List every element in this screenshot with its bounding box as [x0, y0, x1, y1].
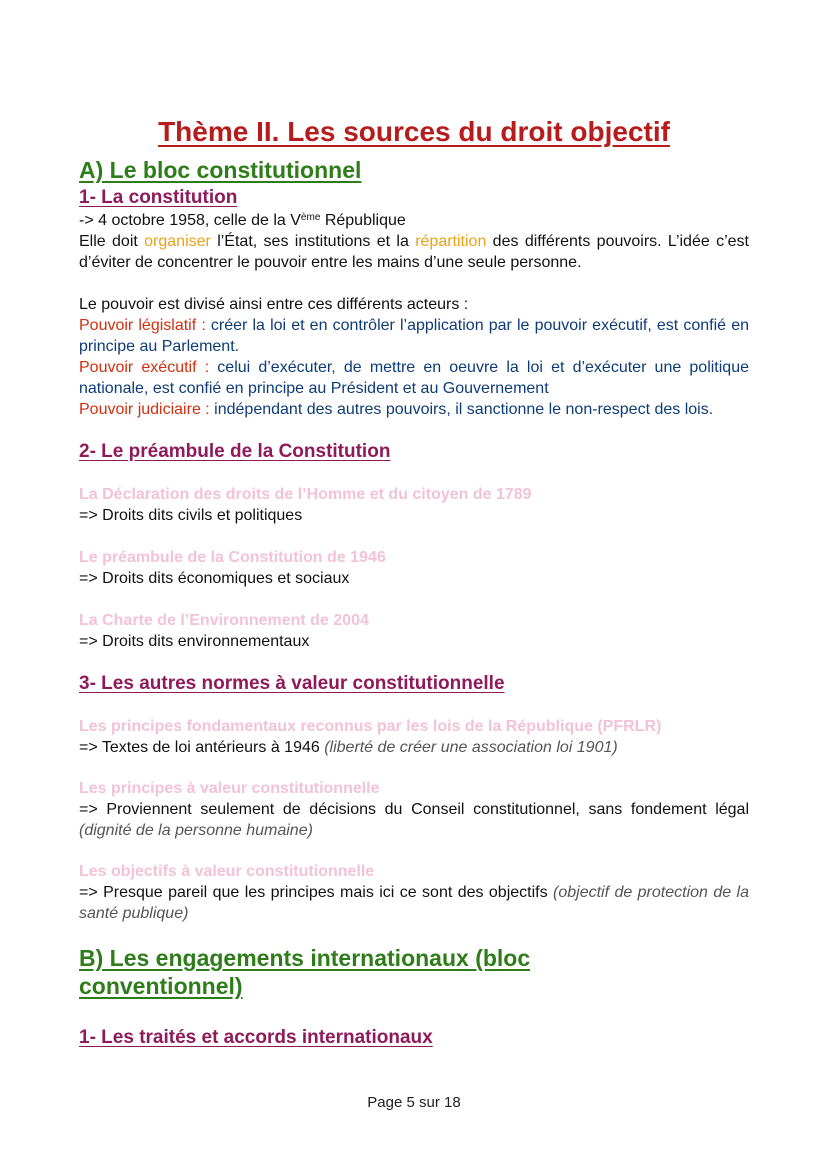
norm-item-text: => Proviennent seulement de décisions du Conseil constitutionnel, sans fondement légal (dignité de la personne humaine): [79, 801, 749, 839]
power-judicial: Pouvoir judiciaire : indépendant des autres pouvoirs, il sanctionne le non-respect des lois.: [79, 401, 714, 418]
page-title: Thème II. Les sources du droit objectif: [158, 116, 670, 147]
norm-item: [79, 778, 749, 841]
powers-intro: Le pouvoir est divisé ainsi entre ces différents acteurs :: [79, 296, 469, 313]
power-executive: Pouvoir exécutif : celui d’exécuter, de mettre en oeuvre la loi et d’exécuter une politique nationale, est confié en principe au Président et au Gouvernement: [79, 359, 749, 397]
preamble-item-text: => Droits dits environnementaux: [79, 633, 310, 650]
subsection-1-heading: 1- La constitution: [79, 187, 238, 208]
norm-item-text: => Presque pareil que les principes mais ici ce sont des objectifs (objectif de protection de la santé publique): [79, 884, 749, 922]
constitution-purpose-paragraph: Elle doit organiser l’État, ses institutions et la répartition des différents pouvoirs. L’idée c’est d’éviter de concentrer le pouvoir entre les mains d’une seule personne.: [79, 233, 749, 271]
page-number: Page 5 sur 18: [367, 1094, 461, 1111]
preamble-item-title: Le préambule de la Constitution de 1946: [79, 549, 386, 566]
constitution-date-line: -> 4 octobre 1958, celle de la Vème République: [79, 212, 406, 229]
subsection-3-heading: 3- Les autres normes à valeur constitutionnelle: [79, 673, 505, 694]
preamble-item: [79, 484, 749, 526]
norm-item: [79, 861, 749, 924]
preamble-item-title: La Déclaration des droits de l’Homme et du citoyen de 1789: [79, 486, 532, 503]
norm-item-title: Les objectifs à valeur constitutionnelle: [79, 863, 375, 880]
norm-item-title: Les principes fondamentaux reconnus par les lois de la République (PFRLR): [79, 718, 662, 735]
section-b-heading: B) Les engagements internationaux (bloc conventionnel): [79, 945, 531, 999]
section-a-heading: A) Le bloc constitutionnel: [79, 157, 362, 183]
norm-item-text: => Textes de loi antérieurs à 1946 (liberté de créer une association loi 1901): [79, 739, 618, 756]
preamble-item-title: La Charte de l’Environnement de 2004: [79, 612, 369, 629]
preamble-item-text: => Droits dits civils et politiques: [79, 507, 303, 524]
norm-item-title: Les principes à valeur constitutionnelle: [79, 780, 380, 797]
subsection-2-heading: 2- Le préambule de la Constitution: [79, 441, 391, 462]
preamble-item-text: => Droits dits économiques et sociaux: [79, 570, 350, 587]
preamble-item: [79, 610, 749, 652]
document-page: [79, 112, 749, 1050]
norm-item: [79, 716, 749, 758]
power-legislative: Pouvoir législatif : créer la loi et en contrôler l’application par le pouvoir exécutif, est confié en principe au Parlement.: [79, 317, 750, 355]
section-b-subsection-1-heading: 1- Les traités et accords internationaux: [79, 1027, 433, 1048]
preamble-item: [79, 547, 749, 589]
